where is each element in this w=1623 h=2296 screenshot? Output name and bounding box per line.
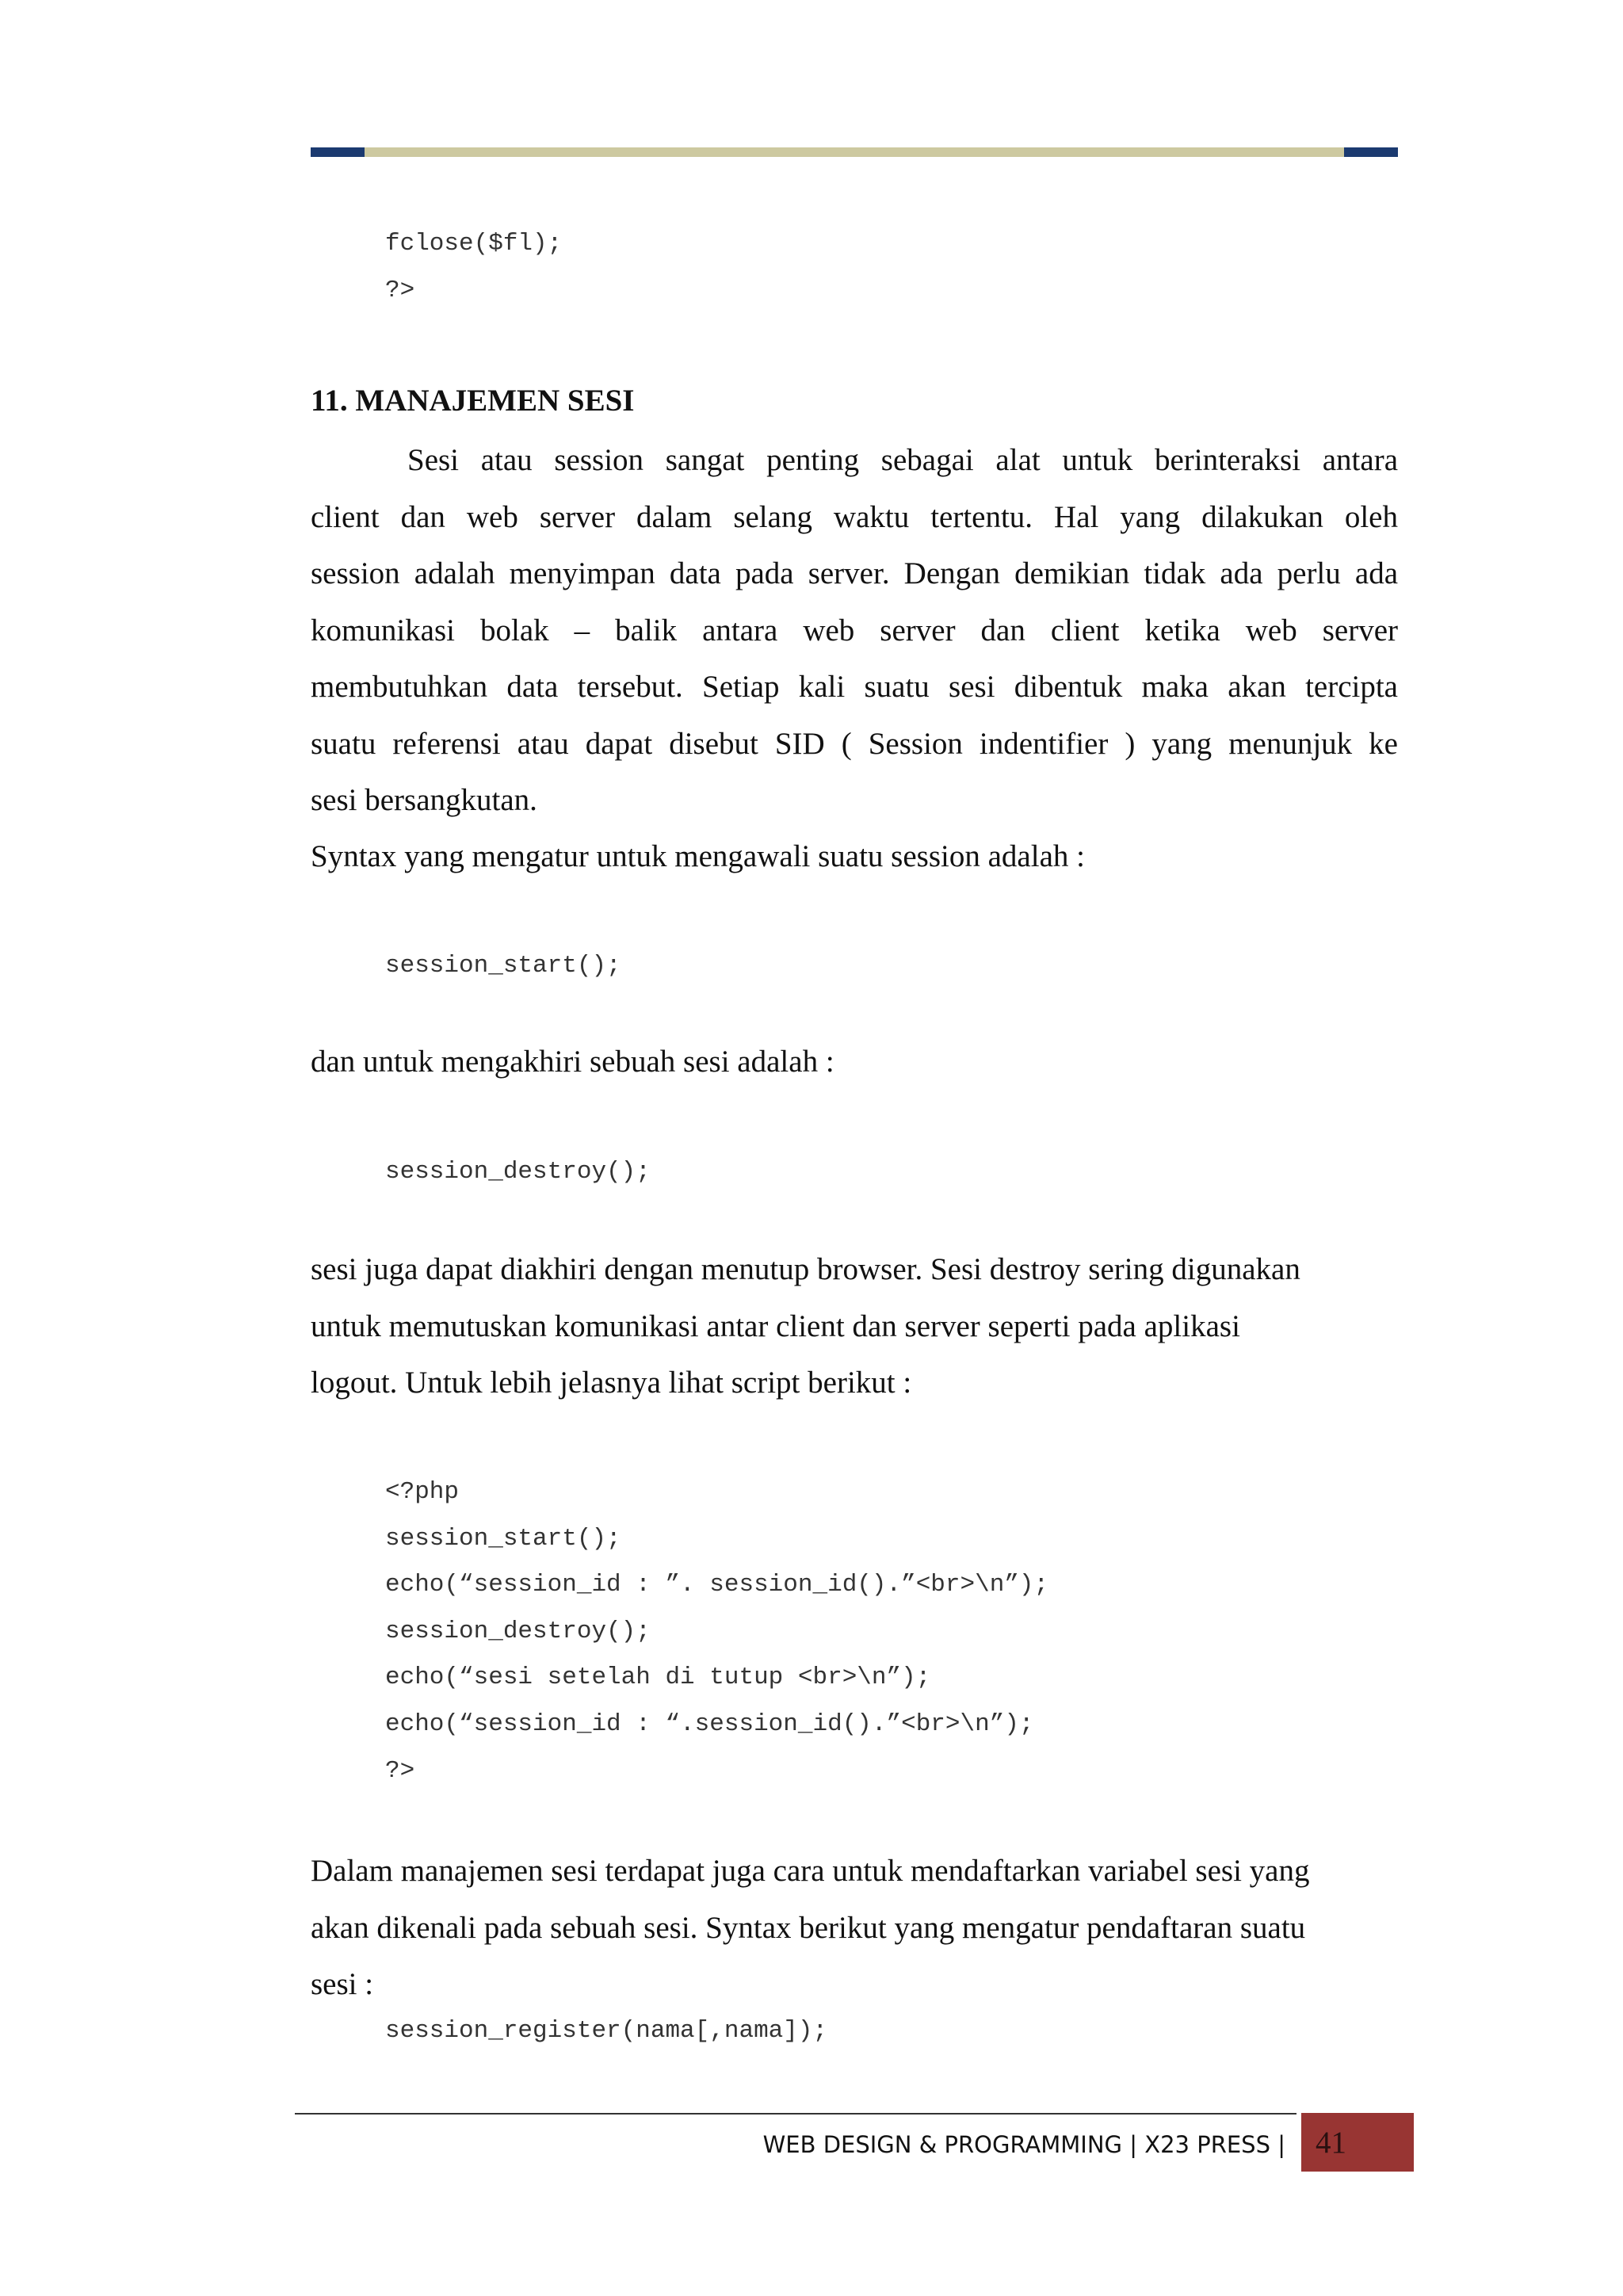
footer-rule — [295, 2113, 1296, 2115]
intro-paragraph — [311, 432, 1398, 829]
paragraph-line: Dalam manajemen sesi terdapat juga cara untuk mendaftarkan variabel sesi yang — [311, 1854, 1310, 1888]
code-block-session-start — [385, 943, 621, 990]
paragraph-line: sesi : — [311, 1967, 374, 2001]
page-number: 41 — [1316, 2126, 1346, 2160]
paragraph-line: akan dikenali pada sebuah sesi. Syntax berikut yang mengatur pendaftaran suatu — [311, 1910, 1306, 1945]
code-block-session-destroy — [385, 1149, 651, 1196]
syntax-start-text: Syntax yang mengatur untuk mengawali suatu session adalah : — [311, 839, 1085, 873]
paragraph-line: untuk memutuskan komunikasi antar client dan server seperti pada aplikasi — [311, 1308, 1240, 1343]
page-number-box — [1301, 2113, 1414, 2172]
register-paragraph — [311, 1843, 1398, 2013]
header-rule-left-cap — [311, 147, 365, 157]
code-line: session_destroy(); — [385, 1158, 651, 1186]
paragraph-line: session adalah menyimpan data pada server. Dengan demikian tidak ada perlu ada — [311, 556, 1398, 590]
code-line: session_start(); — [385, 1524, 621, 1553]
code-line: session_start(); — [385, 952, 621, 980]
code-line: session_destroy(); — [385, 1617, 651, 1645]
paragraph-line: logout. Untuk lebih jelasnya lihat script berikut : — [311, 1366, 912, 1400]
code-line: ?> — [385, 1756, 415, 1785]
paragraph-line: sesi juga dapat diakhiri dengan menutup browser. Sesi destroy sering digunakan — [311, 1252, 1300, 1286]
code-line: session_register(nama[,nama]); — [385, 2017, 828, 2045]
syntax-end-text: dan untuk mengakhiri sebuah sesi adalah : — [311, 1045, 834, 1079]
code-block-script — [385, 1469, 1048, 1794]
paragraph-line: client dan web server dalam selang waktu tertentu. Hal yang dilakukan oleh — [311, 499, 1398, 534]
section-heading: 11. MANAJEMEN SESI — [311, 384, 635, 418]
code-line: <?php — [385, 1478, 460, 1506]
code-line: echo(“session_id : ”. session_id().”<br>\n”); — [385, 1571, 1049, 1599]
header-rule-right-cap — [1344, 147, 1398, 157]
browser-paragraph — [311, 1241, 1398, 1412]
code-line: ?> — [385, 276, 415, 304]
paragraph-line: komunikasi bolak – balik antara web server dan client ketika web server — [311, 613, 1398, 648]
footer-title: WEB DESIGN & PROGRAMMING | X23 PRESS | — [762, 2131, 1285, 2158]
code-block-session-register — [385, 2008, 827, 2055]
paragraph-line: suatu referensi atau dapat disebut SID ( Session indentifier ) yang menunjuk ke — [311, 726, 1398, 761]
paragraph-line: sesi bersangkutan. — [311, 783, 537, 817]
code-line: fclose($fl); — [385, 230, 563, 258]
paragraph-line: Sesi atau session sangat penting sebagai alat untuk berinteraksi antara — [407, 443, 1398, 477]
code-line: echo(“session_id : “.session_id().”<br>\n”); — [385, 1710, 1034, 1738]
code-block-fclose — [385, 221, 562, 314]
code-line: echo(“sesi setelah di tutup <br>\n”); — [385, 1664, 931, 1692]
paragraph-line: membutuhkan data tersebut. Setiap kali suatu sesi dibentuk maka akan tercipta — [311, 670, 1398, 704]
header-rule — [311, 147, 1398, 157]
